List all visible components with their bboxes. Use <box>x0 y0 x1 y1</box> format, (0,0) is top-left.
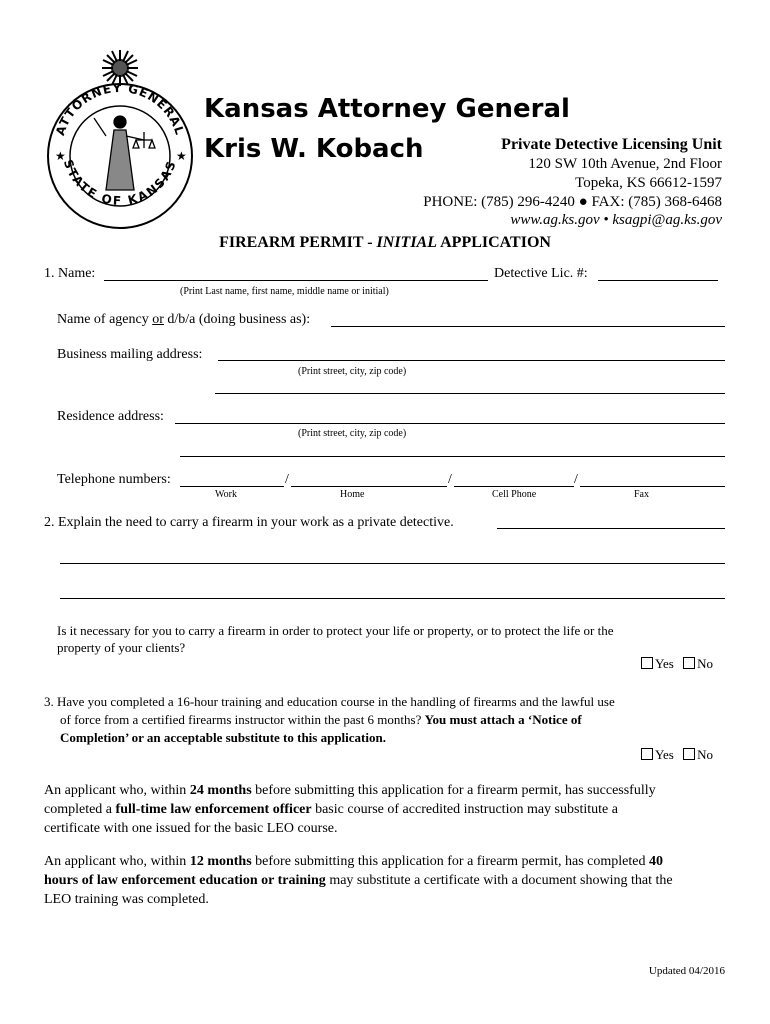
phone-slash: / <box>574 472 578 487</box>
phone-work-field[interactable] <box>180 486 284 487</box>
q2-label: 2. Explain the need to carry a firearm in your work as a private detective. <box>44 515 454 530</box>
agency-field[interactable] <box>331 326 725 327</box>
seal-ring-bottom: STATE OF KANSAS <box>60 157 180 209</box>
mailing-hint: (Print street, city, zip code) <box>298 366 407 377</box>
q2-answer-line3[interactable] <box>60 598 725 599</box>
residence-hint: (Print street, city, zip code) <box>298 428 407 439</box>
leo-paragraph-1: An applicant who, within 24 months before submitting this application for a firearm permit, has successfully completed a full-time law enforcement officer basic course of accredited instruction may substitute a certificate with one issued for the basic LEO course. <box>44 783 656 836</box>
form-title <box>0 234 770 252</box>
header-org: Kansas Attorney General <box>204 94 570 124</box>
q2b-options <box>635 656 713 672</box>
header-web-email: www.ag.ks.gov • ksagpi@ag.ks.gov <box>510 212 722 228</box>
residence-field-line1[interactable] <box>175 423 725 424</box>
header-unit: Private Detective Licensing Unit <box>501 136 722 153</box>
phone-cell-field[interactable] <box>454 486 574 487</box>
q3-question: 3. Have you completed a 16-hour training and education course in the handling of firearms and the lawful use of force from a certified firearms instructor within the past 6 months? You must attach a ‘Notice of Completion’ or an acceptable substitute to this application. <box>44 694 615 745</box>
name-field[interactable] <box>104 280 488 281</box>
lady-justice-icon <box>94 116 155 190</box>
seal-star-icon: ★ <box>55 149 66 163</box>
phone-home-caption: Home <box>340 489 365 500</box>
checkbox-icon[interactable] <box>683 657 695 669</box>
header-address2: Topeka, KS 66612-1597 <box>575 175 722 191</box>
phone-work-caption: Work <box>215 489 237 500</box>
phone-home-field[interactable] <box>291 486 447 487</box>
q3-yes-option[interactable]: Yes <box>641 747 674 763</box>
phone-slash: / <box>448 472 452 487</box>
kansas-ag-seal <box>40 40 200 230</box>
agency-label: Name of agency or d/b/a (doing business as): <box>57 312 311 327</box>
detective-lic-field[interactable] <box>598 280 718 281</box>
leo-paragraph-2: An applicant who, within 12 months before submitting this application for a firearm permit, has completed 40 hours of law enforcement education or training may substitute a certificate with a document showing that the LEO training was completed. <box>44 854 673 907</box>
checkbox-icon[interactable] <box>641 748 653 760</box>
seal-star-icon: ★ <box>176 149 187 163</box>
q3-options <box>635 747 713 763</box>
title-part-b: INITIAL <box>376 234 437 251</box>
residence-label: Residence address: <box>57 409 164 424</box>
sunflower-icon <box>102 50 138 86</box>
q2b-yes-option[interactable]: Yes <box>641 656 674 672</box>
phone-slash: / <box>285 472 289 487</box>
updated-date: Updated 04/2016 <box>648 965 725 977</box>
svg-text:ATTORNEY GENERAL <box>53 81 187 137</box>
mailing-field-line1[interactable] <box>218 360 725 361</box>
phone-fax-caption: Fax <box>634 489 649 500</box>
phone-cell-caption: Cell Phone <box>492 489 537 500</box>
title-part-a: FIREARM PERMIT - <box>219 234 377 251</box>
checkbox-icon[interactable] <box>641 657 653 669</box>
header-phone-fax: PHONE: (785) 296-4240 ● FAX: (785) 368-6468 <box>423 194 722 210</box>
telephone-label: Telephone numbers: <box>57 472 171 487</box>
q2-answer-line2[interactable] <box>60 563 725 564</box>
title-part-c: APPLICATION <box>437 234 551 251</box>
q2b-no-option[interactable]: No <box>683 656 713 672</box>
q3-no-option[interactable]: No <box>683 747 713 763</box>
mailing-field-line2[interactable] <box>215 393 725 394</box>
q2b-question: Is it necessary for you to carry a firearm in order to protect your life or property, or to protect the life or the property of your clients? <box>57 623 614 655</box>
q2-answer-line1[interactable] <box>497 528 725 529</box>
q1-name-label: 1. Name: <box>44 266 96 281</box>
seal-ring-top: ATTORNEY GENERAL <box>53 80 187 138</box>
header-name: Kris W. Kobach <box>204 134 424 164</box>
checkbox-icon[interactable] <box>683 748 695 760</box>
detective-lic-label: Detective Lic. #: <box>494 266 588 281</box>
residence-field-line2[interactable] <box>180 456 725 457</box>
mailing-label: Business mailing address: <box>57 347 203 362</box>
name-hint: (Print Last name, first name, middle name or initial) <box>180 286 389 297</box>
header-address1: 120 SW 10th Avenue, 2nd Floor <box>528 156 722 172</box>
phone-fax-field[interactable] <box>580 486 725 487</box>
